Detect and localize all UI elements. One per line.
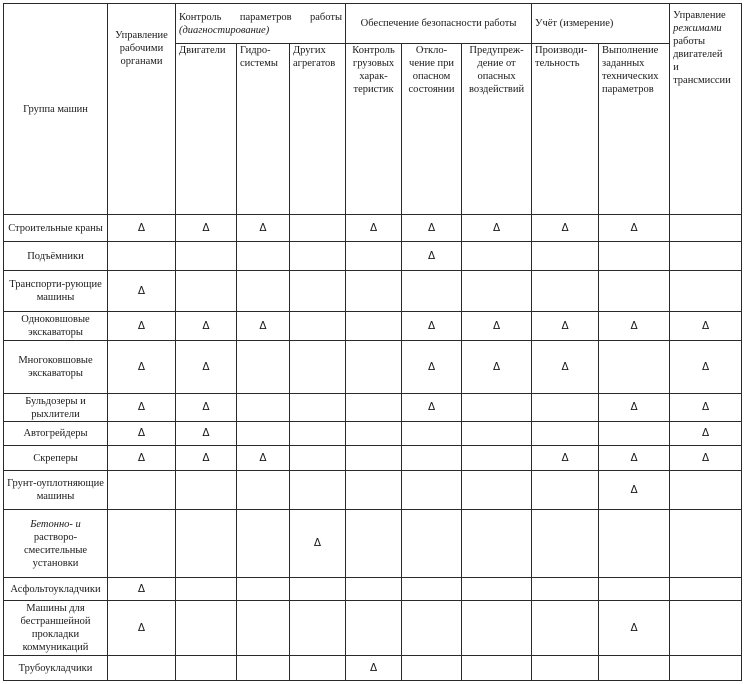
cell-work_ctrl xyxy=(108,394,176,422)
cell-hydro xyxy=(237,394,290,422)
delta-mark-icon: Δ xyxy=(202,427,210,439)
cell-tech_params xyxy=(599,601,670,656)
cell-warning xyxy=(462,215,532,242)
delta-mark-icon: Δ xyxy=(427,319,436,332)
cell-tech_params xyxy=(599,215,670,242)
header-engines: Двигатели xyxy=(176,44,237,215)
cell-load_ctrl xyxy=(346,510,402,578)
cell-work_ctrl xyxy=(108,422,176,446)
machine-group-name: Грунт-оуплотняющие машины xyxy=(4,471,108,510)
cell-productivity xyxy=(532,422,599,446)
engine-modes-line2: режимами xyxy=(673,23,722,34)
delta-mark-icon: Δ xyxy=(369,221,378,234)
machine-group-name: Бульдозеры и рыхлители xyxy=(4,394,108,422)
delta-mark-icon: Δ xyxy=(137,401,146,413)
cell-engine_modes xyxy=(670,242,742,271)
cell-engines xyxy=(176,578,237,601)
cell-shutdown xyxy=(402,242,462,271)
delta-mark-icon: Δ xyxy=(427,221,436,234)
delta-mark-icon: Δ xyxy=(492,360,501,373)
cell-other xyxy=(290,510,346,578)
cell-other xyxy=(290,578,346,601)
delta-mark-icon: Δ xyxy=(369,661,378,674)
cell-warning xyxy=(462,578,532,601)
cell-hydro xyxy=(237,656,290,681)
cell-other xyxy=(290,471,346,510)
diag-word-1: Контроль xyxy=(179,11,222,23)
delta-mark-icon: Δ xyxy=(259,451,267,464)
cell-engine_modes xyxy=(670,656,742,681)
cell-productivity xyxy=(532,341,599,394)
cell-warning xyxy=(462,242,532,271)
diag-word-3: работы xyxy=(310,11,343,23)
delta-mark-icon: Δ xyxy=(630,401,638,413)
delta-mark-icon: Δ xyxy=(202,360,210,373)
delta-mark-icon: Δ xyxy=(630,221,638,234)
header-metering-group: Учёт (измерение) xyxy=(532,4,670,44)
delta-mark-icon: Δ xyxy=(492,319,501,332)
header-tech-params: Выполнение заданных технических параметров xyxy=(599,44,670,215)
cell-productivity xyxy=(532,312,599,341)
table-row xyxy=(4,446,742,471)
cell-hydro xyxy=(237,578,290,601)
machine-group-name: Асфольтоукладчики xyxy=(4,578,108,601)
cell-productivity xyxy=(532,242,599,271)
cell-warning xyxy=(462,341,532,394)
cell-productivity xyxy=(532,510,599,578)
delta-mark-icon: Δ xyxy=(561,319,569,332)
cell-warning xyxy=(462,510,532,578)
header-warning: Предупреж-дение от опасных воздействий xyxy=(462,44,532,215)
table-row xyxy=(4,394,742,422)
header-engine-modes xyxy=(670,4,742,215)
machine-group-name: Скреперы xyxy=(4,446,108,471)
delta-mark-icon: Δ xyxy=(137,427,146,439)
cell-work_ctrl xyxy=(108,312,176,341)
cell-productivity xyxy=(532,601,599,656)
delta-mark-icon: Δ xyxy=(137,451,146,464)
cell-engine_modes xyxy=(670,422,742,446)
table-row xyxy=(4,341,742,394)
delta-mark-icon: Δ xyxy=(313,537,322,549)
cell-productivity xyxy=(532,215,599,242)
cell-load_ctrl xyxy=(346,215,402,242)
cell-engines xyxy=(176,312,237,341)
cell-engines xyxy=(176,446,237,471)
cell-shutdown xyxy=(402,471,462,510)
cell-engine_modes xyxy=(670,312,742,341)
header-load-control: Контроль грузовых харак-теристик xyxy=(346,44,402,215)
table-row xyxy=(4,510,742,578)
cell-tech_params xyxy=(599,394,670,422)
cell-warning xyxy=(462,601,532,656)
diagnostics-line2: (диагностирование) xyxy=(179,24,270,36)
cell-engine_modes xyxy=(670,446,742,471)
cell-load_ctrl xyxy=(346,271,402,312)
cell-warning xyxy=(462,394,532,422)
cell-load_ctrl xyxy=(346,446,402,471)
cell-load_ctrl xyxy=(346,471,402,510)
cell-engines xyxy=(176,394,237,422)
cell-shutdown xyxy=(402,510,462,578)
delta-mark-icon: Δ xyxy=(202,221,210,234)
cell-other xyxy=(290,215,346,242)
cell-tech_params xyxy=(599,242,670,271)
cell-engines xyxy=(176,422,237,446)
table-row xyxy=(4,656,742,681)
cell-tech_params xyxy=(599,471,670,510)
engine-modes-line3: работы двигателей и трансмиссии xyxy=(673,36,731,86)
table-body xyxy=(4,215,742,681)
cell-work_ctrl xyxy=(108,215,176,242)
delta-mark-icon: Δ xyxy=(259,319,267,332)
cell-work_ctrl xyxy=(108,242,176,271)
cell-load_ctrl xyxy=(346,394,402,422)
cell-shutdown xyxy=(402,312,462,341)
cell-productivity xyxy=(532,471,599,510)
delta-mark-icon: Δ xyxy=(561,451,569,464)
delta-mark-icon: Δ xyxy=(137,582,146,595)
cell-hydro xyxy=(237,242,290,271)
cell-shutdown xyxy=(402,446,462,471)
cell-other xyxy=(290,271,346,312)
machine-group-name: Одноковшовые экскаваторы xyxy=(4,312,108,341)
delta-mark-icon: Δ xyxy=(202,451,210,464)
machine-group-name: Трубоукладчики xyxy=(4,656,108,681)
cell-productivity xyxy=(532,446,599,471)
cell-engines xyxy=(176,271,237,312)
header-shutdown: Откло-чение при опасном состоянии xyxy=(402,44,462,215)
cell-shutdown xyxy=(402,422,462,446)
cell-load_ctrl xyxy=(346,312,402,341)
cell-engine_modes xyxy=(670,601,742,656)
cell-other xyxy=(290,656,346,681)
delta-mark-icon: Δ xyxy=(630,483,638,496)
engine-modes-line1: Управление xyxy=(673,10,726,21)
table-row xyxy=(4,271,742,312)
cell-warning xyxy=(462,271,532,312)
cell-productivity xyxy=(532,578,599,601)
cell-other xyxy=(290,601,346,656)
cell-hydro xyxy=(237,510,290,578)
header-diagnostics-group xyxy=(176,4,346,44)
machine-automation-table xyxy=(3,3,742,681)
cell-load_ctrl xyxy=(346,341,402,394)
table-row xyxy=(4,215,742,242)
cell-productivity xyxy=(532,394,599,422)
cell-tech_params xyxy=(599,271,670,312)
cell-productivity xyxy=(532,271,599,312)
table-header xyxy=(4,4,742,215)
delta-mark-icon: Δ xyxy=(701,360,710,373)
delta-mark-icon: Δ xyxy=(701,401,710,413)
cell-shutdown xyxy=(402,271,462,312)
header-hydro-systems: Гидро-системы xyxy=(237,44,290,215)
machine-group-name: Транспорти-рующие машины xyxy=(4,271,108,312)
cell-load_ctrl xyxy=(346,601,402,656)
delta-mark-icon: Δ xyxy=(202,401,210,413)
cell-shutdown xyxy=(402,341,462,394)
header-other-units: Других агрегатов xyxy=(290,44,346,215)
cell-hydro xyxy=(237,341,290,394)
cell-shutdown xyxy=(402,656,462,681)
table-row xyxy=(4,242,742,271)
header-safety-group: Обеспечение безопасности работы xyxy=(346,4,532,44)
cell-engine_modes xyxy=(670,471,742,510)
cell-hydro xyxy=(237,215,290,242)
cell-tech_params xyxy=(599,341,670,394)
cell-work_ctrl xyxy=(108,471,176,510)
cell-hydro xyxy=(237,422,290,446)
cell-warning xyxy=(462,312,532,341)
cell-engine_modes xyxy=(670,394,742,422)
cell-work_ctrl xyxy=(108,656,176,681)
cell-work_ctrl xyxy=(108,446,176,471)
table-row xyxy=(4,601,742,656)
delta-mark-icon: Δ xyxy=(561,360,569,373)
cell-engines xyxy=(176,471,237,510)
delta-mark-icon: Δ xyxy=(701,451,710,464)
delta-mark-icon: Δ xyxy=(701,319,710,332)
machine-group-name: Автогрейдеры xyxy=(4,422,108,446)
cell-hydro xyxy=(237,446,290,471)
delta-mark-icon: Δ xyxy=(259,221,267,234)
cell-tech_params xyxy=(599,312,670,341)
cell-work_ctrl xyxy=(108,271,176,312)
cell-other xyxy=(290,341,346,394)
delta-mark-icon: Δ xyxy=(427,401,436,413)
delta-mark-icon: Δ xyxy=(137,621,146,634)
cell-tech_params xyxy=(599,656,670,681)
delta-mark-icon: Δ xyxy=(427,249,436,262)
cell-other xyxy=(290,242,346,271)
machine-group-name-rest: растворо-смесительные установки xyxy=(23,531,88,569)
cell-engine_modes xyxy=(670,271,742,312)
cell-load_ctrl xyxy=(346,578,402,601)
cell-load_ctrl xyxy=(346,656,402,681)
cell-hydro xyxy=(237,312,290,341)
delta-mark-icon: Δ xyxy=(701,427,710,439)
cell-shutdown xyxy=(402,394,462,422)
cell-shutdown xyxy=(402,578,462,601)
delta-mark-icon: Δ xyxy=(492,221,501,234)
delta-mark-icon: Δ xyxy=(630,451,638,464)
delta-mark-icon: Δ xyxy=(137,360,146,373)
diag-word-2: параметров xyxy=(239,11,292,23)
machine-group-name-italic: Бетонно- и xyxy=(30,518,81,530)
table-row xyxy=(4,312,742,341)
cell-hydro xyxy=(237,601,290,656)
table-row xyxy=(4,471,742,510)
cell-engines xyxy=(176,341,237,394)
cell-shutdown xyxy=(402,215,462,242)
cell-other xyxy=(290,446,346,471)
cell-engines xyxy=(176,215,237,242)
cell-other xyxy=(290,394,346,422)
cell-tech_params xyxy=(599,510,670,578)
cell-load_ctrl xyxy=(346,422,402,446)
cell-engines xyxy=(176,601,237,656)
diagnostics-line1 xyxy=(179,11,342,24)
delta-mark-icon: Δ xyxy=(137,284,146,297)
machine-group-name: Строительные краны xyxy=(4,215,108,242)
cell-engine_modes xyxy=(670,510,742,578)
cell-engine_modes xyxy=(670,578,742,601)
header-productivity: Производи-тельность xyxy=(532,44,599,215)
machine-group-name: Машины для бестраншейной прокладки коммуникаций xyxy=(4,601,108,656)
cell-engine_modes xyxy=(670,215,742,242)
cell-engines xyxy=(176,242,237,271)
cell-hydro xyxy=(237,471,290,510)
machine-group-name: Многоковшовые экскаваторы xyxy=(4,341,108,394)
cell-work_ctrl xyxy=(108,341,176,394)
cell-engines xyxy=(176,656,237,681)
cell-tech_params xyxy=(599,446,670,471)
delta-mark-icon: Δ xyxy=(137,319,146,332)
cell-engine_modes xyxy=(670,341,742,394)
cell-shutdown xyxy=(402,601,462,656)
cell-warning xyxy=(462,471,532,510)
delta-mark-icon: Δ xyxy=(561,221,569,234)
cell-productivity xyxy=(532,656,599,681)
delta-mark-icon: Δ xyxy=(137,221,146,234)
cell-work_ctrl xyxy=(108,578,176,601)
machine-group-name xyxy=(4,510,108,578)
cell-hydro xyxy=(237,271,290,312)
delta-mark-icon: Δ xyxy=(630,621,638,634)
cell-load_ctrl xyxy=(346,242,402,271)
cell-tech_params xyxy=(599,422,670,446)
cell-warning xyxy=(462,656,532,681)
cell-tech_params xyxy=(599,578,670,601)
cell-engines xyxy=(176,510,237,578)
table-row xyxy=(4,422,742,446)
cell-other xyxy=(290,422,346,446)
delta-mark-icon: Δ xyxy=(202,319,210,332)
header-machine-group: Группа машин xyxy=(4,4,108,215)
table-row xyxy=(4,578,742,601)
cell-other xyxy=(290,312,346,341)
cell-warning xyxy=(462,446,532,471)
cell-warning xyxy=(462,422,532,446)
delta-mark-icon: Δ xyxy=(427,360,436,373)
cell-work_ctrl xyxy=(108,601,176,656)
delta-mark-icon: Δ xyxy=(630,319,638,332)
cell-work_ctrl xyxy=(108,510,176,578)
header-work-control: Управление рабочими органами xyxy=(108,4,176,215)
machine-group-name: Подъёмники xyxy=(4,242,108,271)
